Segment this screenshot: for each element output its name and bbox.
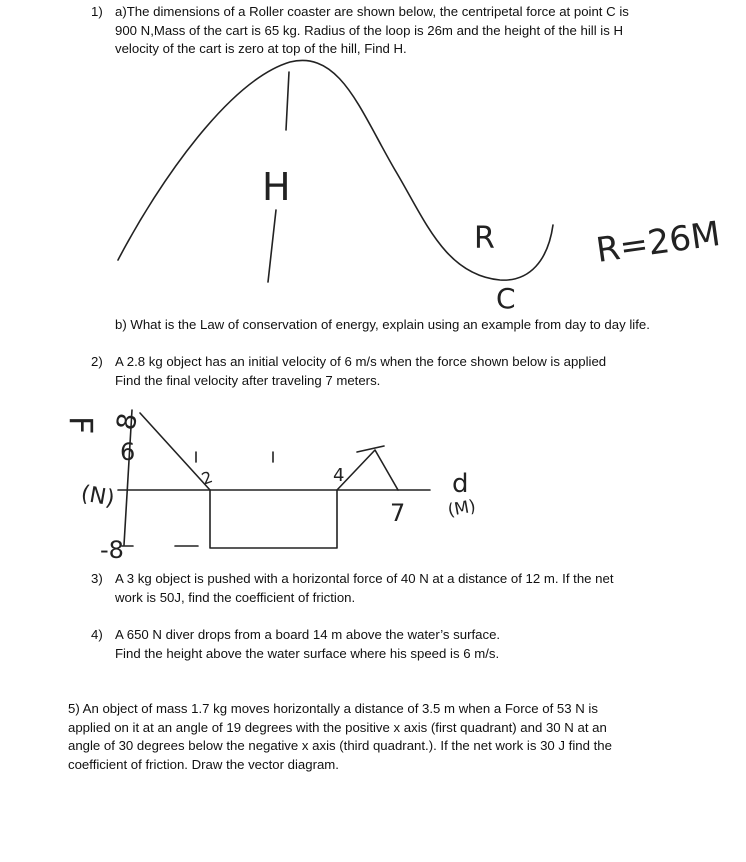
q5-line: applied on it at an angle of 19 degrees with the positive x axis (first quadrant) and 30 N at an: [68, 719, 607, 735]
segment-down: [140, 413, 210, 490]
point-c-label: C: [496, 282, 516, 315]
q1-line: velocity of the cart is zero at top of the hill, Find H.: [115, 41, 407, 56]
q2-line: A 2.8 kg object has an initial velocity of 6 m/s when the force shown below is applied: [115, 354, 607, 369]
tick-7-label: 7: [390, 499, 406, 527]
q2-number: 2): [91, 354, 103, 369]
x-axis-label: d: [452, 469, 469, 499]
q1-number: 1): [91, 4, 103, 19]
radius-label: R=26M: [593, 213, 723, 271]
q1-part-b: b) What is the Law of conservation of energy, explain using an example from day to day life.: [115, 317, 650, 332]
y-axis-label: F: [62, 416, 100, 435]
x-unit: (M): [446, 496, 478, 521]
tick-4-label: 4: [333, 465, 345, 486]
q5-line: angle of 30 degrees below the negative x axis (third quadrant.). If the net work is 30 J find the: [68, 738, 612, 753]
q3-text: [115, 570, 613, 607]
q4-line: A 650 N diver drops from a board 14 m above the water’s surface.: [115, 627, 501, 642]
q3-number: 3): [91, 571, 103, 586]
tick-8-label: 8: [111, 410, 144, 433]
tick-6-label: 6: [120, 438, 136, 466]
h-label: H: [262, 165, 291, 209]
q4-line: Find the height above the water surface where his speed is 6 m/s.: [115, 645, 500, 661]
tick-neg8-label: -8: [100, 536, 124, 564]
q5-text: [68, 700, 612, 774]
q3-line: A 3 kg object is pushed with a horizontal force of 40 N at a distance of 12 m. If the net: [115, 571, 614, 586]
q5-line: 5) An object of mass 1.7 kg moves horizontally a distance of 3.5 m when a Force of 53 N is: [68, 701, 598, 716]
q3-line: work is 50J, find the coefficient of friction.: [115, 589, 356, 605]
q4-text: [115, 626, 500, 663]
y-unit: (N): [78, 481, 117, 512]
segment-up: [337, 450, 398, 490]
q2-line: Find the final velocity after traveling 7 meters.: [115, 372, 381, 388]
q1-line: a)The dimensions of a Roller coaster are shown below, the centripetal force at point C is: [115, 4, 629, 19]
q5-line: coefficient of friction. Draw the vector diagram.: [68, 756, 339, 772]
q1-line: 900 N,Mass of the cart is 65 kg. Radius of the loop is 26m and the height of the hill is H: [115, 22, 623, 38]
segment-negative: [210, 490, 337, 548]
r-label: R: [474, 221, 495, 256]
arrow-head: [357, 446, 384, 452]
q4-number: 4): [91, 627, 103, 642]
tick-2-label: 2: [198, 467, 216, 489]
